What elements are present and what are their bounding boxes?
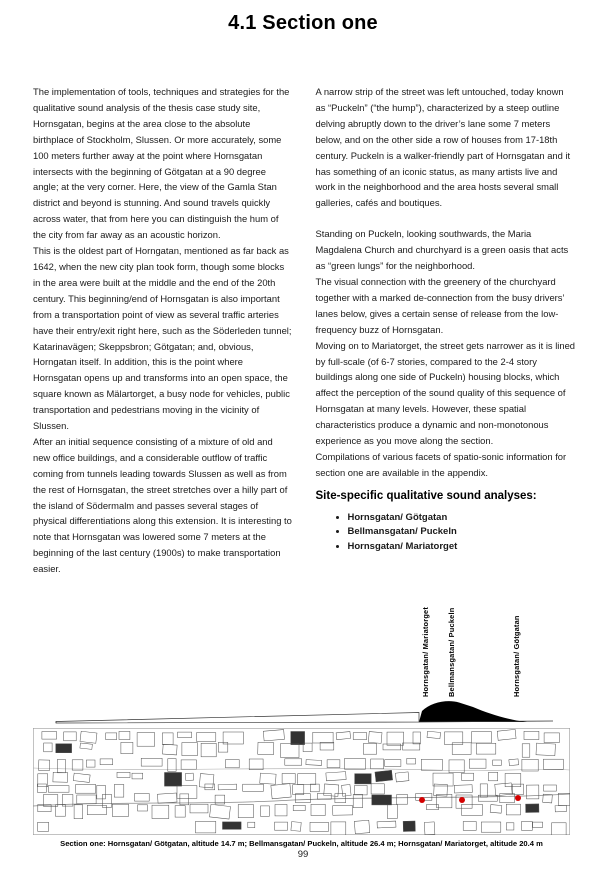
map-marker [515, 795, 521, 801]
body-paragraph: Moving on to Mariatorget, the street gets narrower as it is lined by full-scale (of 6-7 stories, compared to the 2-4 story buildings along one side of Puckeln) housing blocks, which affect the perception of the sound quality of this sequence of Hornsgatan at many levels. However, these spatial characteristics produce a dynamic and non-monotonous experience as you move along the section. [315, 339, 575, 447]
section-label-row [33, 600, 570, 697]
list-item: • Hornsgatan/ Götgatan [348, 511, 576, 525]
section-label-gotgatan: Hornsgatan/ Götgatan [512, 615, 521, 697]
section-figure [33, 600, 570, 860]
section-label-mariatorget: Hornsgatan/ Mariatorget [421, 606, 430, 697]
body-columns [33, 84, 575, 577]
body-paragraph: Compilations of various facets of spatio-sonic information for section one are available in the appendix. [315, 450, 567, 478]
list-item: • Bellmansgatan/ Puckeln [348, 525, 576, 539]
analyses-bullet-list [348, 511, 576, 554]
body-paragraph: The implementation of tools, techniques and strategies for the qualitative sound analysis of the thesis case study site, Hornsgatan, begins at the area close to the absolute birthplace of Stockholm, Slussen. Or more accurately, some 100 meters further away at the point where Hornsgatan intersects with the beginning of Götgatan at a 90 degree angle; at the very corner. Here, the view of the Gamla Stan district and beyond is stunning. And sound travels quickly across water, that from here you can distinguish the hum of the city from far away as an acoustic horizon. [33, 86, 290, 241]
section-title: 4.1 Section one [228, 12, 378, 34]
body-paragraph: Standing on Puckeln, looking southwards, the Maria Magdalena Church and churchyard is a green oasis that acts as “green lungs” for the neighborhood. [315, 228, 569, 272]
body-paragraph: This is the oldest part of Horngatan, mentioned as far back as 1642, when the new city plan took form, though some blocks in the area were built at the middle and the end of the 20th century. This beginning/end of Hornsgatan is also important from a transportation point of view as several traffic arteries have their entry/exit right here, such as the Söderleden tunnel; Katarinavägen; Skeppsbron; Götgatan; and, obvious, Horngatan itself. In addition, this is the point where Hornsgatan opens up and transforms into an open space, the square known as Mälartorget, a busy node for vehicles, public transportation and pedestrians moving in the vicinity of Slussen. [33, 245, 292, 432]
analyses-subheading: Site-specific qualitative sound analyses: [315, 489, 537, 502]
map-marker [419, 797, 425, 803]
city-map-figure [33, 728, 570, 835]
body-paragraph: A narrow strip of the street was left untouched, today known as “Puckeln” (“the hump”), characterized by a steep outline delving abruptly down to the driver’s lane some 7 meters below, and on the other side a row of houses from 17-18th century. Puckeln is a walker-friendly part of Hornsgatan and it has something of an iconic status, as many artists live and work in the neighborhood and the area hosts several small galleries, cafés and boutiques. [315, 86, 571, 209]
map-marker [459, 797, 465, 803]
left-column [33, 84, 293, 577]
section-label-puckeln: Bellmansgatan/ Puckeln [447, 607, 456, 697]
right-column [316, 84, 576, 577]
page-number: 99 [297, 849, 309, 860]
section-profile-drawing [53, 697, 558, 728]
body-paragraph: After an initial sequence consisting of a mixture of old and new office buildings, and a considerable outflow of traffic coming from tunnels leading towards Slussen as well as from the rest of Hornsgatan, the street stretches over a hilly part of the island of Södermalm and passes several stages of physical differentiations along this extension. It is interesting to note that Hornsgatan was lowered some 7 meters at the beginning of the last century (1900s) to make transportation easier. [33, 435, 292, 575]
figure-caption: Section one: Hornsgatan/ Götgatan, altitude 14.7 m; Bellmansgatan/ Puckeln, altitude 26.4 m; Hornsgatan/ Mariatorget, altitude 20.4 m [60, 839, 543, 848]
body-paragraph: The visual connection with the greenery of the churchyard together with a marked de-connection from the busy drivers’ lanes below, gives a certain sense of release from the low-frequency buzz of Hornsgatan. [315, 275, 565, 335]
list-item: • Hornsgatan/ Mariatorget [348, 540, 576, 554]
